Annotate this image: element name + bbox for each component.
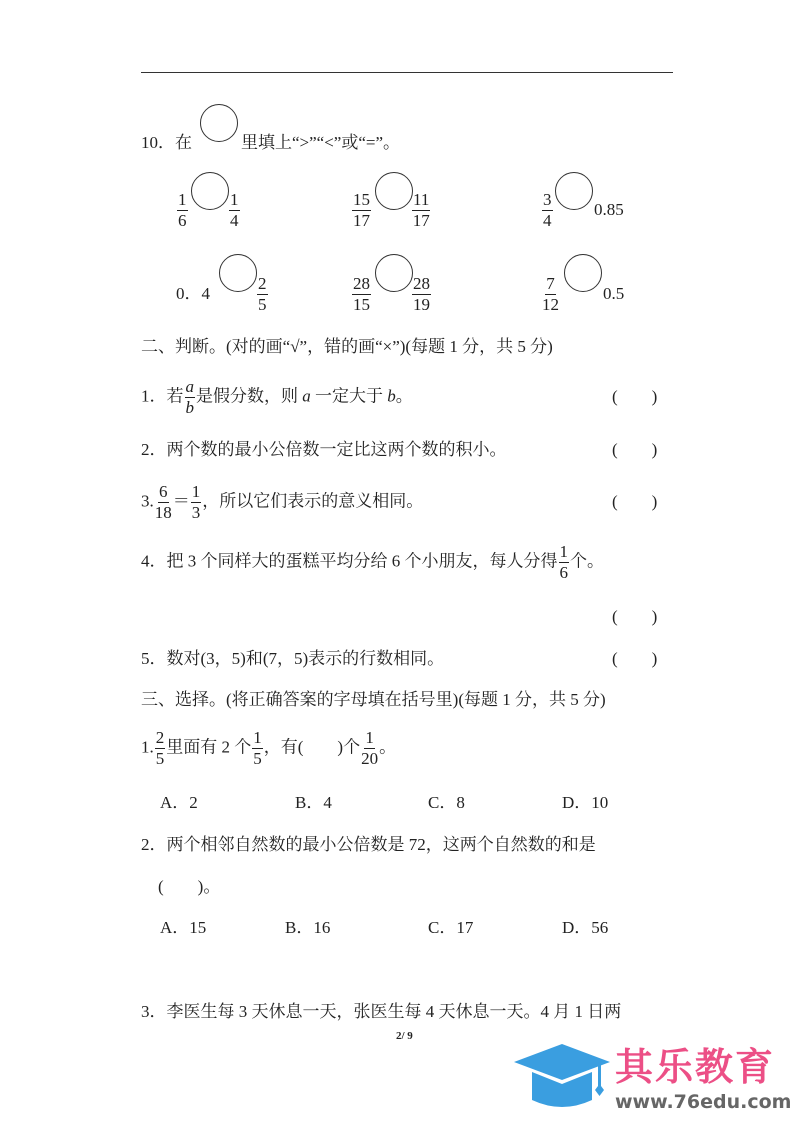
t: ＝ <box>172 491 190 511</box>
compare-item-3-right: 0.85 <box>594 200 624 219</box>
option-b[interactable]: B．4 <box>295 793 332 812</box>
answer-paren[interactable]: ( ) <box>612 649 658 668</box>
answer-circle[interactable] <box>375 254 413 292</box>
den: 5 <box>253 749 262 768</box>
num: 7 <box>546 274 555 293</box>
option-d[interactable]: D．56 <box>562 918 609 937</box>
compare-item-6-right: 0.5 <box>603 284 625 303</box>
option-b[interactable]: B．16 <box>285 918 331 937</box>
judge-q1 <box>141 377 413 418</box>
option-a[interactable]: A．2 <box>160 793 198 812</box>
t: ，有( )个 <box>263 737 361 757</box>
answer-circle[interactable] <box>191 172 229 210</box>
num: 1 <box>365 728 374 747</box>
choice-q2: 2．两个相邻自然数的最小公倍数是 72，这两个自然数的和是 <box>141 835 596 854</box>
answer-paren[interactable]: ( ) <box>612 440 658 459</box>
compare-item-2-right <box>411 190 431 231</box>
compare-item-4-right <box>256 274 269 315</box>
den: 3 <box>191 503 201 522</box>
compare-item-1-right <box>228 190 241 231</box>
t: 1. <box>141 737 154 757</box>
t: ，所以它们表示的意义相同。 <box>202 491 424 511</box>
compare-item-4: 0．4 <box>176 284 210 303</box>
den: 4 <box>543 211 552 230</box>
judge-q4 <box>141 542 604 583</box>
den: 5 <box>155 749 165 768</box>
num: 28 <box>353 274 370 293</box>
den: 15 <box>353 295 370 314</box>
t: 。 <box>395 386 413 406</box>
t: 是假分数，则 <box>196 386 303 406</box>
answer-circle[interactable] <box>375 172 413 210</box>
compare-item-1 <box>176 190 189 231</box>
den: 17 <box>353 211 370 230</box>
num: a <box>185 377 194 396</box>
t: 里面有 2 个 <box>166 737 252 757</box>
section2-title: 二、判断。(对的画“√”，错的画“×”)(每题 1 分，共 5 分) <box>141 337 553 356</box>
den: b <box>185 398 194 417</box>
watermark-name: 其乐教育 <box>615 1045 776 1089</box>
den: 18 <box>154 503 172 522</box>
choice-q3: 3．李医生每 3 天休息一天，张医生每 4 天休息一天。4 月 1 日两 <box>141 1002 622 1021</box>
option-c[interactable]: C．17 <box>428 918 474 937</box>
t: 。 <box>379 737 397 757</box>
den: 19 <box>413 295 430 314</box>
compare-item-2 <box>351 190 372 231</box>
option-a[interactable]: A．15 <box>160 918 207 937</box>
section3-title: 三、选择。(将正确答案的字母填在括号里)(每题 1 分，共 5 分) <box>141 690 606 709</box>
answer-circle[interactable] <box>555 172 593 210</box>
option-c[interactable]: C．8 <box>428 793 465 812</box>
num: 2 <box>155 728 165 747</box>
num: 1 <box>230 190 239 209</box>
circle-example <box>200 104 238 142</box>
num: 11 <box>413 190 430 209</box>
q10-number: 10．在 <box>141 133 192 152</box>
q10-instruction: 里填上“>”“<”或“=”。 <box>241 133 401 152</box>
compare-item-6 <box>541 274 560 315</box>
t: 3. <box>141 491 154 511</box>
num: 2 <box>258 274 267 293</box>
t: 1．若 <box>141 386 184 406</box>
answer-circle[interactable] <box>219 254 257 292</box>
num: 1 <box>191 482 201 501</box>
answer-paren[interactable]: ( ) <box>612 607 658 626</box>
den: 6 <box>178 211 187 230</box>
den: 12 <box>542 295 559 314</box>
den: 5 <box>258 295 267 314</box>
t: b <box>387 386 396 406</box>
den: 20 <box>361 749 379 768</box>
num: 1 <box>559 542 568 561</box>
watermark-url: www.76edu.com <box>615 1091 792 1113</box>
t: 一定大于 <box>310 386 388 406</box>
compare-item-3 <box>541 190 554 231</box>
graduation-cap-icon <box>512 1042 612 1112</box>
num: 6 <box>159 482 168 501</box>
den: 4 <box>230 211 239 230</box>
header-rule <box>141 72 673 73</box>
num: 3 <box>543 190 552 209</box>
compare-item-5-right <box>411 274 432 315</box>
compare-item-5 <box>351 274 372 315</box>
judge-q5: 5．数对(3，5)和(7，5)表示的行数相同。 <box>141 649 445 668</box>
choice-q2-paren[interactable]: ( )。 <box>158 877 221 896</box>
num: 28 <box>413 274 430 293</box>
num: 1 <box>178 190 187 209</box>
answer-paren[interactable]: ( ) <box>612 387 658 406</box>
t: a <box>302 386 311 406</box>
judge-q3 <box>141 482 423 523</box>
den: 17 <box>412 211 430 230</box>
answer-circle[interactable] <box>564 254 602 292</box>
choice-q1 <box>141 728 396 769</box>
option-d[interactable]: D．10 <box>562 793 609 812</box>
page-number: 2/ 9 <box>396 1030 413 1042</box>
answer-paren[interactable]: ( ) <box>612 492 658 511</box>
judge-q2: 2．两个数的最小公倍数一定比这两个数的积小。 <box>141 440 507 459</box>
t: 个。 <box>570 551 604 571</box>
watermark-logo <box>512 1042 792 1117</box>
t: 4．把 3 个同样大的蛋糕平均分给 6 个小朋友，每人分得 <box>141 551 558 571</box>
num: 15 <box>353 190 370 209</box>
num: 1 <box>253 728 262 747</box>
den: 6 <box>559 563 568 582</box>
